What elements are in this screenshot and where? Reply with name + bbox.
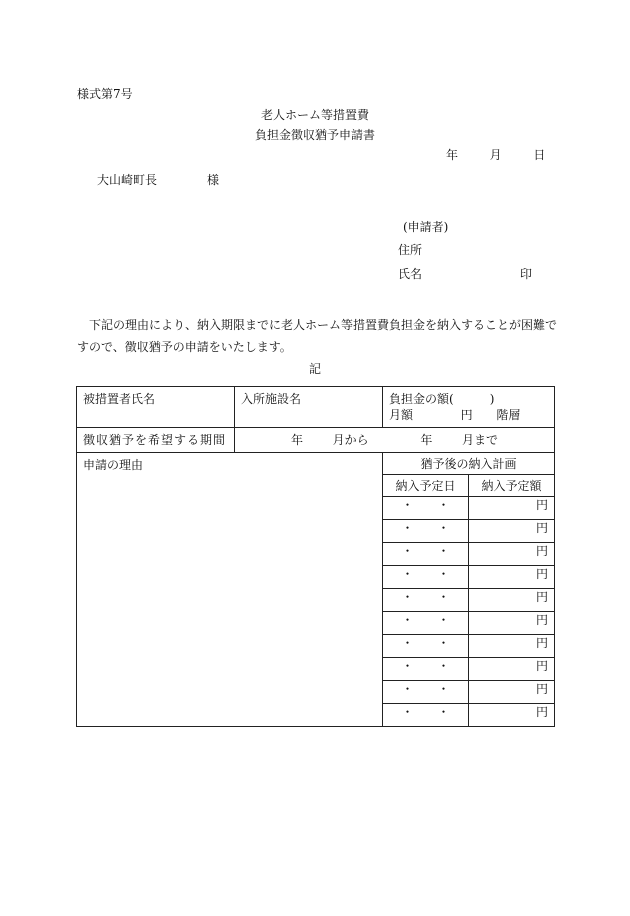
plan-amount-cell[interactable]: 円 bbox=[469, 589, 555, 612]
addressee-honorific: 様 bbox=[207, 173, 220, 187]
date-day: 日 bbox=[533, 148, 546, 162]
document-title-line2: 負担金徴収猶予申請書 bbox=[254, 128, 375, 142]
facility-label: 入所施設名 bbox=[241, 392, 302, 406]
plan-amount-cell[interactable]: 円 bbox=[469, 704, 555, 727]
monthly-label: 月額 bbox=[389, 408, 414, 422]
plan-date-cell[interactable]: ・ ・ bbox=[383, 566, 469, 589]
addressee-name: 大山崎町長 bbox=[97, 173, 158, 187]
plan-date-cell[interactable]: ・ ・ bbox=[383, 612, 469, 635]
plan-date-header: 納入予定日 bbox=[383, 475, 469, 497]
plan-amount-header: 納入予定額 bbox=[469, 475, 555, 497]
person-name-cell[interactable] bbox=[77, 387, 235, 428]
period-until: 月まで bbox=[462, 433, 499, 447]
plan-date-cell[interactable]: ・ ・ bbox=[383, 635, 469, 658]
plan-date-cell[interactable]: ・ ・ bbox=[383, 704, 469, 727]
plan-date-cell[interactable]: ・ ・ bbox=[383, 681, 469, 704]
period-from: 月から bbox=[332, 433, 369, 447]
period-label: 徴収猶予を希望する期間 bbox=[83, 433, 227, 447]
date-year: 年 bbox=[446, 148, 459, 162]
plan-amount-cell[interactable]: 円 bbox=[469, 497, 555, 520]
burden-amount-cell[interactable] bbox=[383, 387, 555, 428]
reason-label: 申請の理由 bbox=[83, 458, 144, 472]
plan-amount-cell[interactable]: 円 bbox=[469, 612, 555, 635]
application-table bbox=[76, 386, 555, 727]
plan-date-cell[interactable]: ・ ・ bbox=[383, 658, 469, 681]
period-value-cell[interactable] bbox=[235, 428, 555, 453]
facility-cell[interactable] bbox=[235, 387, 383, 428]
applicant-seal-label: 印 bbox=[520, 267, 533, 281]
record-mark: 記 bbox=[308, 362, 321, 376]
period-year: 年 bbox=[291, 433, 304, 447]
date-line bbox=[446, 147, 545, 163]
monthly-yen: 円 bbox=[460, 408, 473, 422]
burden-amount-close: ) bbox=[489, 392, 495, 406]
period-label-cell bbox=[77, 428, 235, 453]
period-year2: 年 bbox=[420, 433, 433, 447]
document-title-line1: 老人ホーム等措置費 bbox=[260, 108, 369, 122]
plan-date-cell[interactable]: ・ ・ bbox=[383, 520, 469, 543]
plan-title-cell bbox=[383, 453, 555, 475]
plan-date-cell[interactable]: ・ ・ bbox=[383, 497, 469, 520]
plan-amount-cell[interactable]: 円 bbox=[469, 543, 555, 566]
form-number: 様式第7号 bbox=[77, 87, 133, 101]
person-name-label: 被措置者氏名 bbox=[83, 392, 156, 406]
burden-amount-label: 負担金の額( bbox=[389, 392, 454, 406]
applicant-label: (申請者) bbox=[403, 220, 449, 234]
plan-date-cell[interactable]: ・ ・ bbox=[383, 589, 469, 612]
plan-title: 猶予後の納入計画 bbox=[420, 456, 517, 471]
body-paragraph-text: 下記の理由により、納入期限までに老人ホーム等措置費負担金を納入することが困難ですので、徴収猶予の申請をいたします。 bbox=[77, 318, 558, 354]
applicant-name-label: 氏名 bbox=[398, 267, 423, 281]
plan-amount-cell[interactable]: 円 bbox=[469, 520, 555, 543]
date-month: 月 bbox=[489, 148, 502, 162]
body-paragraph bbox=[77, 314, 557, 358]
applicant-address-label: 住所 bbox=[398, 243, 423, 257]
plan-amount-cell[interactable]: 円 bbox=[469, 566, 555, 589]
plan-amount-cell[interactable]: 円 bbox=[469, 658, 555, 681]
reason-cell[interactable] bbox=[77, 453, 383, 727]
plan-amount-cell[interactable]: 円 bbox=[469, 635, 555, 658]
addressee bbox=[97, 172, 219, 188]
plan-date-cell[interactable]: ・ ・ bbox=[383, 543, 469, 566]
tier-label: 階層 bbox=[496, 408, 521, 422]
plan-amount-cell[interactable]: 円 bbox=[469, 681, 555, 704]
